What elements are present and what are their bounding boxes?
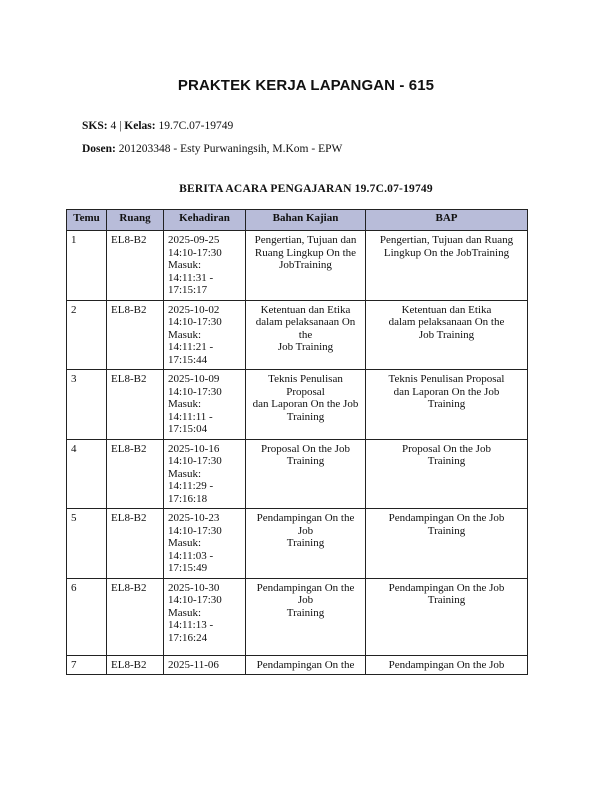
temu-cell: 3 [67,370,107,440]
table-header-row [67,210,528,231]
kelas-value: 19.7C.07-19749 [155,120,234,132]
kehadiran-cell: 2025-10-16 14:10-17:30 Masuk: 14:11:29 - 17:16:18 [164,439,246,509]
lecturer-info [82,143,342,155]
kelas-label: Kelas: [124,120,156,132]
document-title: PRAKTEK KERJA LAPANGAN - 615 [177,77,435,94]
section-title: BERITA ACARA PENGAJARAN 19.7C.07-19749 [179,183,433,195]
table-row [67,439,528,509]
temu-cell: 7 [67,655,107,675]
table-row [67,578,528,655]
bahan-kajian-cell: Pendampingan On the Job Training [246,509,366,579]
ruang-cell: EL8-B2 [107,439,164,509]
dosen-value: 201203348 - Esty Purwaningsih, M.Kom - EPW [115,143,343,155]
kehadiran-cell: 2025-10-23 14:10-17:30 Masuk: 14:11:03 - 17:15:49 [164,509,246,579]
header-kehadiran: Kehadiran [164,210,246,231]
bahan-kajian-cell: Pendampingan On the Job Training [246,578,366,655]
kehadiran-cell: 2025-10-02 14:10-17:30 Masuk: 14:11:21 - 17:15:44 [164,300,246,370]
header-bahan-kajian: Bahan Kajian [246,210,366,231]
kehadiran-cell: 2025-10-30 14:10-17:30 Masuk: 14:11:13 - 17:16:24 [164,578,246,655]
sks-label: SKS: [82,120,108,132]
ruang-cell: EL8-B2 [107,300,164,370]
ruang-cell: EL8-B2 [107,509,164,579]
bahan-kajian-cell: Pendampingan On the [246,655,366,675]
bap-cell: Pendampingan On the Job [366,655,528,675]
temu-cell: 1 [67,231,107,301]
bahan-kajian-cell: Teknis Penulisan Proposal dan Laporan On the Job Training [246,370,366,440]
bap-cell: Ketentuan dan Etika dalam pelaksanaan On the Job Training [366,300,528,370]
table-row [67,300,528,370]
kehadiran-cell: 2025-11-06 [164,655,246,675]
table-row [67,231,528,301]
bap-cell: Proposal On the Job Training [366,439,528,509]
ruang-cell: EL8-B2 [107,231,164,301]
teaching-record-table [66,209,528,675]
table-row [67,370,528,440]
bap-cell: Pendampingan On the Job Training [366,509,528,579]
course-info [82,120,233,132]
dosen-label: Dosen: [82,143,116,155]
bahan-kajian-cell: Proposal On the Job Training [246,439,366,509]
bap-cell: Teknis Penulisan Proposal dan Laporan On the Job Training [366,370,528,440]
header-bap: BAP [366,210,528,231]
ruang-cell: EL8-B2 [107,370,164,440]
ruang-cell: EL8-B2 [107,578,164,655]
temu-cell: 2 [67,300,107,370]
table-row [67,509,528,579]
temu-cell: 6 [67,578,107,655]
ruang-cell: EL8-B2 [107,655,164,675]
kehadiran-cell: 2025-10-09 14:10-17:30 Masuk: 14:11:11 - 17:15:04 [164,370,246,440]
kehadiran-cell: 2025-09-25 14:10-17:30 Masuk: 14:11:31 - 17:15:17 [164,231,246,301]
temu-cell: 5 [67,509,107,579]
bahan-kajian-cell: Pengertian, Tujuan dan Ruang Lingkup On the JobTraining [246,231,366,301]
sks-value: 4 | [107,120,125,132]
bap-cell: Pengertian, Tujuan dan Ruang Lingkup On the JobTraining [366,231,528,301]
table-row [67,655,528,675]
temu-cell: 4 [67,439,107,509]
bap-cell: Pendampingan On the Job Training [366,578,528,655]
bahan-kajian-cell: Ketentuan dan Etika dalam pelaksanaan On the Job Training [246,300,366,370]
header-ruang: Ruang [107,210,164,231]
header-temu: Temu [67,210,107,231]
